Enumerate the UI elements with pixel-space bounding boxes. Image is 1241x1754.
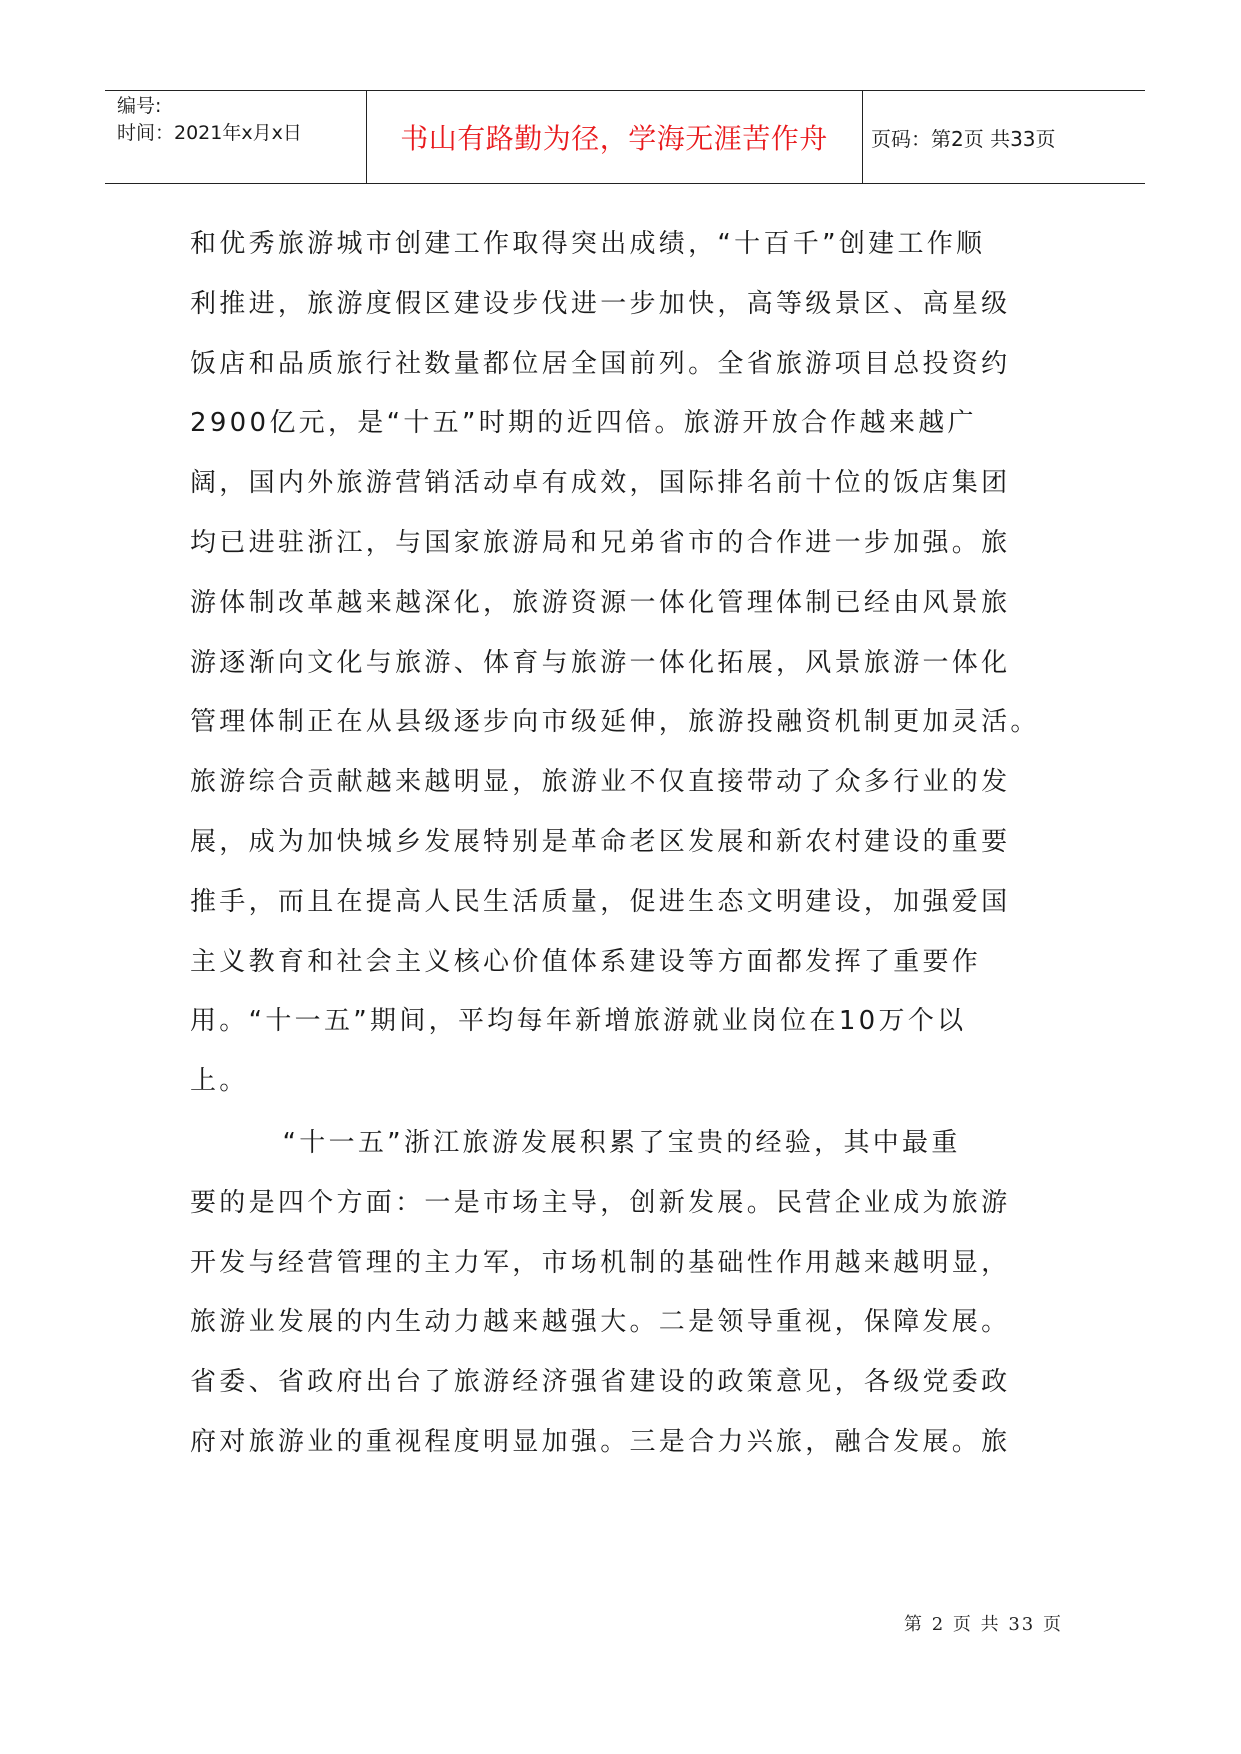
page-footer: 第 2 页 共 33 页 <box>904 1614 1063 1635</box>
text-line: 开发与经营管理的主力军，市场机制的基础性作用越来越明显， <box>190 1247 1011 1278</box>
text-line: 游体制改革越来越深化，旅游资源一体化管理体制已经由风景旅 <box>190 587 1011 618</box>
paragraph-1 <box>190 215 1070 1112</box>
text-line: 阔，国内外旅游营销活动卓有成效，国际排名前十位的饭店集团 <box>190 468 1011 499</box>
text-line: 省委、省政府出台了旅游经济强省建设的政策意见，各级党委政 <box>190 1367 1011 1398</box>
text-line: 2900亿元，是“十五”时期的近四倍。旅游开放合作越来越广 <box>190 408 977 439</box>
document-number-label: 编号: <box>117 95 162 117</box>
header-divider-left <box>366 91 367 183</box>
document-header <box>105 90 1145 184</box>
text-line: 府对旅游业的重视程度明显加强。三是合力兴旅，融合发展。旅 <box>190 1426 1011 1457</box>
document-time-label: 时间：2021年x月x日 <box>117 122 302 144</box>
text-line: 用。“十一五”期间，平均每年新增旅游就业岗位在10万个以 <box>190 1006 967 1037</box>
text-line: 旅游综合贡献越来越明显，旅游业不仅直接带动了众多行业的发 <box>190 767 1011 798</box>
text-line: 利推进，旅游度假区建设步伐进一步加快，高等级景区、高星级 <box>190 288 1011 319</box>
text-line: 旅游业发展的内生动力越来越强大。二是领导重视，保障发展。 <box>190 1307 1011 1338</box>
document-body <box>190 215 1070 1473</box>
header-divider-right <box>862 91 863 183</box>
paragraph-2 <box>190 1114 1070 1473</box>
text-line: 游逐渐向文化与旅游、体育与旅游一体化拓展，风景旅游一体化 <box>190 647 1011 678</box>
text-line: 主义教育和社会主义核心价值体系建设等方面都发挥了重要作 <box>190 946 982 977</box>
text-line: 推手，而且在提高人民生活质量，促进生态文明建设，加强爱国 <box>190 886 1011 917</box>
text-line: 和优秀旅游城市创建工作取得突出成绩，“十百千”创建工作顺 <box>190 229 986 259</box>
text-line: 管理体制正在从县级逐步向市级延伸，旅游投融资机制更加灵活。 <box>190 707 1040 738</box>
header-page-info: 页码：第2页 共33页 <box>871 126 1056 151</box>
text-line: 均已进驻浙江，与国家旅游局和兄弟省市的合作进一步加强。旅 <box>190 527 1011 558</box>
text-line: 要的是四个方面：一是市场主导，创新发展。民营企业成为旅游 <box>190 1187 1011 1218</box>
text-line: “十一五”浙江旅游发展积累了宝贵的经验，其中最重 <box>190 1127 961 1158</box>
header-meta <box>117 93 302 147</box>
text-line: 饭店和品质旅行社数量都位居全国前列。全省旅游项目总投资约 <box>190 348 1011 379</box>
text-line: 展，成为加快城乡发展特别是革命老区发展和新农村建设的重要 <box>190 826 1011 857</box>
text-line: 上。 <box>190 1066 249 1097</box>
header-motto: 书山有路勤为径，学海无涯苦作舟 <box>400 122 828 155</box>
